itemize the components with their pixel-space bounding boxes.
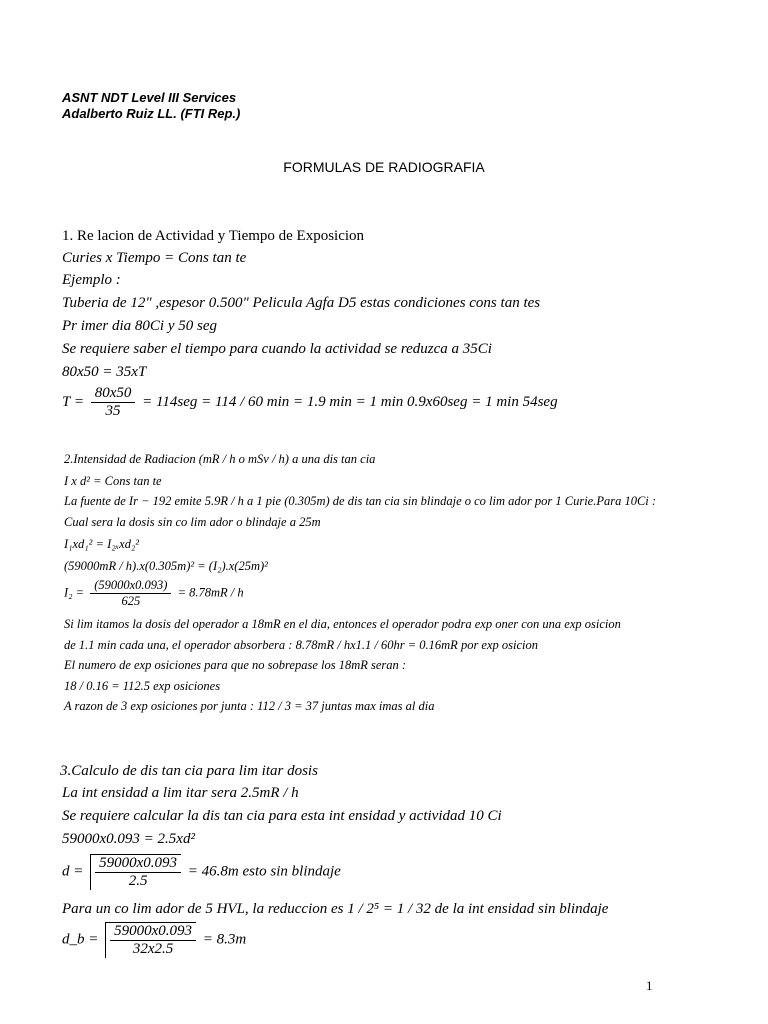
section3-fraction-denominator: 2.5 xyxy=(128,873,148,889)
section2-question: Cual sera la dosis sin co lim ador o blindaje a 25m xyxy=(64,515,321,529)
section3-distance-result xyxy=(62,854,341,890)
section3-heading: 3.Calculo de dis tan cia para lim itar dosis xyxy=(60,763,318,779)
section2-absorbed: de 1.1 min cada una, el operador absorbera : 8.78mR / hx1.1 / 60hr = 0.16mR por exp osicion xyxy=(64,638,539,652)
section3-shielded-rhs: = 8.3m xyxy=(202,931,247,948)
section3-intensity: La int ensidad a lim itar sera 2.5mR / h xyxy=(62,785,299,801)
section2-exposures-count: 18 / 0.16 = 112.5 exp osiciones xyxy=(64,679,221,693)
section3-shielded-sqrt xyxy=(105,922,196,958)
section1-result xyxy=(62,385,558,420)
section1-first-day: Pr imer dia 80Ci y 50 seg xyxy=(62,318,217,334)
section3-equation: 59000x0.093 = 2.5xd² xyxy=(62,831,195,847)
section3-collimator: Para un co lim ador de 5 HVL, la reduccion es 1 / 2⁵ = 1 / 32 de la int ensidad sin blindaje xyxy=(62,901,609,917)
section2-fraction-denominator: 625 xyxy=(121,594,141,608)
section2-joints: A razon de 3 exp osiciones por junta : 112 / 3 = 37 juntas max imas al dia xyxy=(64,699,435,713)
section2-result xyxy=(64,578,244,609)
section3-shielded-fraction xyxy=(110,923,196,958)
page-title: FORMULAS DE RADIOGRAFIA xyxy=(283,159,485,175)
section2-fraction xyxy=(90,578,171,609)
section3-shielded-lhs: d_b = xyxy=(62,931,99,948)
section1-fraction-denominator: 35 xyxy=(105,403,121,419)
section1-result-rhs: = 114seg = 114 / 60 min = 1.9 min = 1 min 0.9x60seg = 1 min 54seg xyxy=(142,393,558,410)
section3-sqrt xyxy=(90,854,181,890)
section1-heading: 1. Re lacion de Actividad y Tiempo de Exposicion xyxy=(62,228,365,244)
section3-fraction-numerator: 59000x0.093 xyxy=(95,855,181,873)
section1-formula: Curies x Tiempo = Cons tan te xyxy=(62,250,247,266)
section3-distance-rhs: = 46.8m esto sin blindaje xyxy=(187,863,341,880)
section3-shielded-denominator: 32x2.5 xyxy=(132,941,174,957)
section3-shielded-numerator: 59000x0.093 xyxy=(110,923,196,941)
section3-distance-lhs: d = xyxy=(62,863,84,880)
header-line-1: ASNT NDT Level III Services xyxy=(62,90,237,105)
section2-substitution: (59000mR / h).x(0.305m)² = (I₂).x(25m)² xyxy=(64,559,268,573)
section2-formula: I x d² = Cons tan te xyxy=(64,474,162,488)
section2-number-exposures: El numero de exp osiciones para que no sobrepase los 18mR seran : xyxy=(64,658,407,672)
section2-result-rhs: = 8.78mR / h xyxy=(177,585,244,600)
section3-shielded-result xyxy=(62,922,246,958)
header-line-2: Adalberto Ruiz LL. (FTI Rep.) xyxy=(62,106,241,121)
section2-limit-dose: Si lim itamos la dosis del operador a 18mR en el dia, entonces el operador podra exp oner con una exp osicion xyxy=(64,617,621,631)
section2-result-lhs: I₂ = xyxy=(64,585,85,600)
section1-result-lhs: T = xyxy=(62,393,84,410)
section1-fraction-numerator: 80x50 xyxy=(91,385,136,403)
section3-fraction xyxy=(95,855,181,890)
page-number: 1 xyxy=(646,978,653,993)
section1-question: Se requiere saber el tiempo para cuando la actividad se reduzca a 35Ci xyxy=(62,341,492,357)
section2-fraction-numerator: (59000x0.093) xyxy=(90,578,171,594)
section1-conditions: Tuberia de 12" ,espesor 0.500" Pelicula Agfa D5 estas condiciones cons tan tes xyxy=(62,295,541,311)
section2-source-line: La fuente de Ir − 192 emite 5.9R / h a 1 pie (0.305m) de dis tan cia sin blindaje o co lim ador por 1 Curie.Para 10Ci : xyxy=(64,494,657,508)
section1-equation: 80x50 = 35xT xyxy=(62,364,147,380)
section1-fraction xyxy=(91,385,136,420)
section2-inverse-square: I₁xd₁² = I₂ₓxd₂² xyxy=(64,537,140,551)
section2-heading: 2.Intensidad de Radiacion (mR / h o mSv / h) a una dis tan cia xyxy=(64,452,376,466)
section1-example-label: Ejemplo : xyxy=(62,272,121,288)
section3-question: Se requiere calcular la dis tan cia para esta int ensidad y actividad 10 Ci xyxy=(62,808,502,824)
